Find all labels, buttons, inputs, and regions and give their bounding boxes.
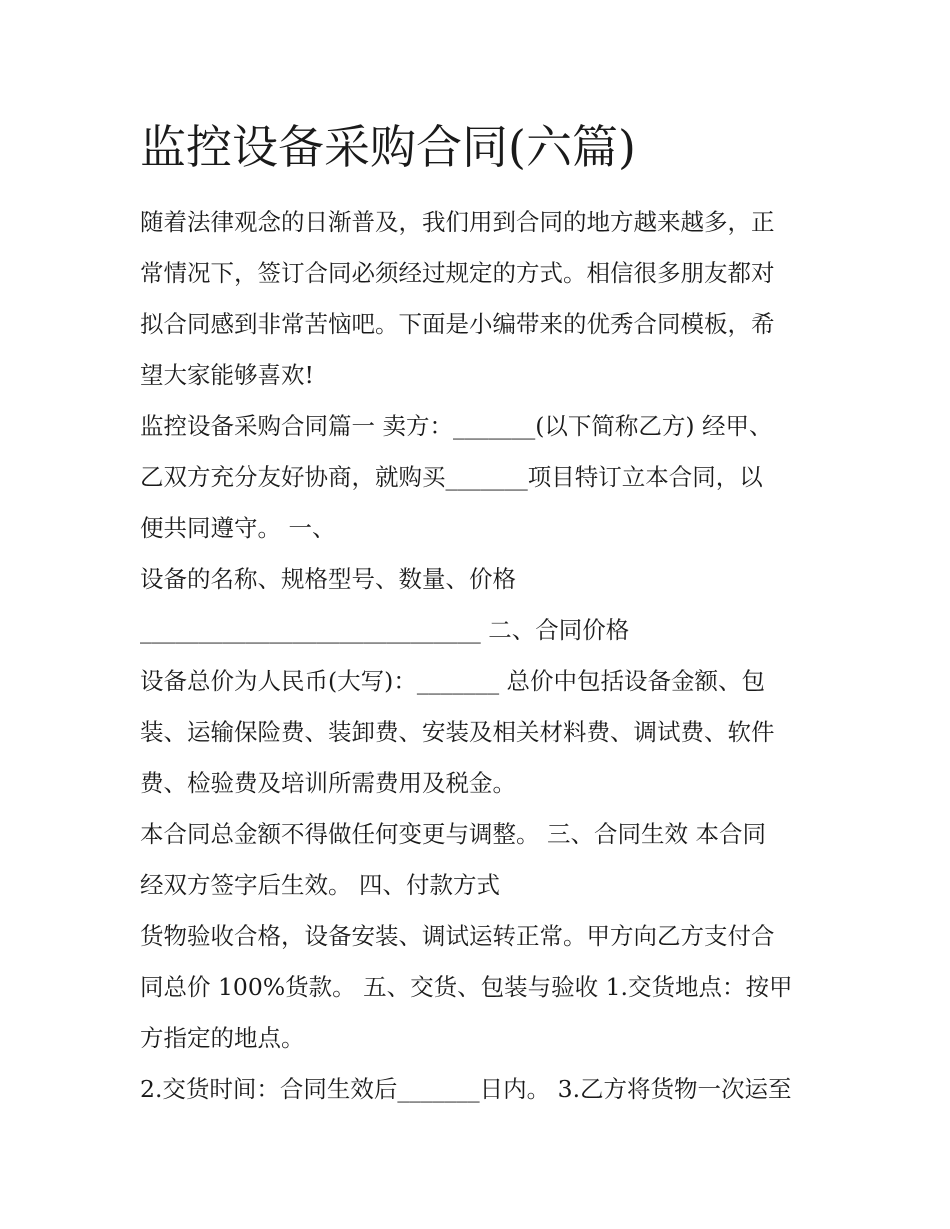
paragraph-line: 经双方签字后生效。 四、付款方式 [140,871,500,899]
paragraph-line: 费、检验费及培训所需费用及税金。 [140,769,516,797]
paragraph-line: 常情况下，签订合同必须经过规定的方式。相信很多朋友都对 [140,259,775,287]
paragraph-line: 货物验收合格，设备安装、调试运转正常。甲方向乙方支付合 [140,922,775,950]
document-title: 监控设备采购合同(六篇) [140,120,636,174]
paragraph-line: 设备总价为人民币(大写)：_______ 总价中包括设备金额、包 [140,667,766,695]
paragraph-line: 监控设备采购合同篇一 卖方：_______(以下简称乙方) 经甲、 [140,412,773,440]
paragraph-line: 便共同遵守。 一、 [140,514,336,542]
paragraph-line: 乙双方充分友好协商，就购买_______项目特订立本合同，以 [140,463,763,491]
paragraph-line: 同总价 100%货款。 五、交货、包装与验收 1.交货地点：按甲 [140,973,793,1001]
paragraph-line: 本合同总金额不得做任何变更与调整。 三、合同生效 本合同 [140,820,766,848]
paragraph-line: 装、运输保险费、装卸费、安装及相关材料费、调试费、软件 [140,718,775,746]
paragraph-line: 望大家能够喜欢! [140,361,314,389]
paragraph-line: _____________________________ 二、合同价格 [140,616,630,644]
paragraph-line: 随着法律观念的日渐普及，我们用到合同的地方越来越多，正 [140,208,775,236]
paragraph-line: 拟合同感到非常苦恼吧。下面是小编带来的优秀合同模板，希 [140,310,775,338]
paragraph-line: 2.交货时间：合同生效后_______日内。 3.乙方将货物一次运至 [140,1075,792,1103]
paragraph-line: 设备的名称、规格型号、数量、价格 [140,565,516,593]
paragraph-line: 方指定的地点。 [140,1024,305,1052]
